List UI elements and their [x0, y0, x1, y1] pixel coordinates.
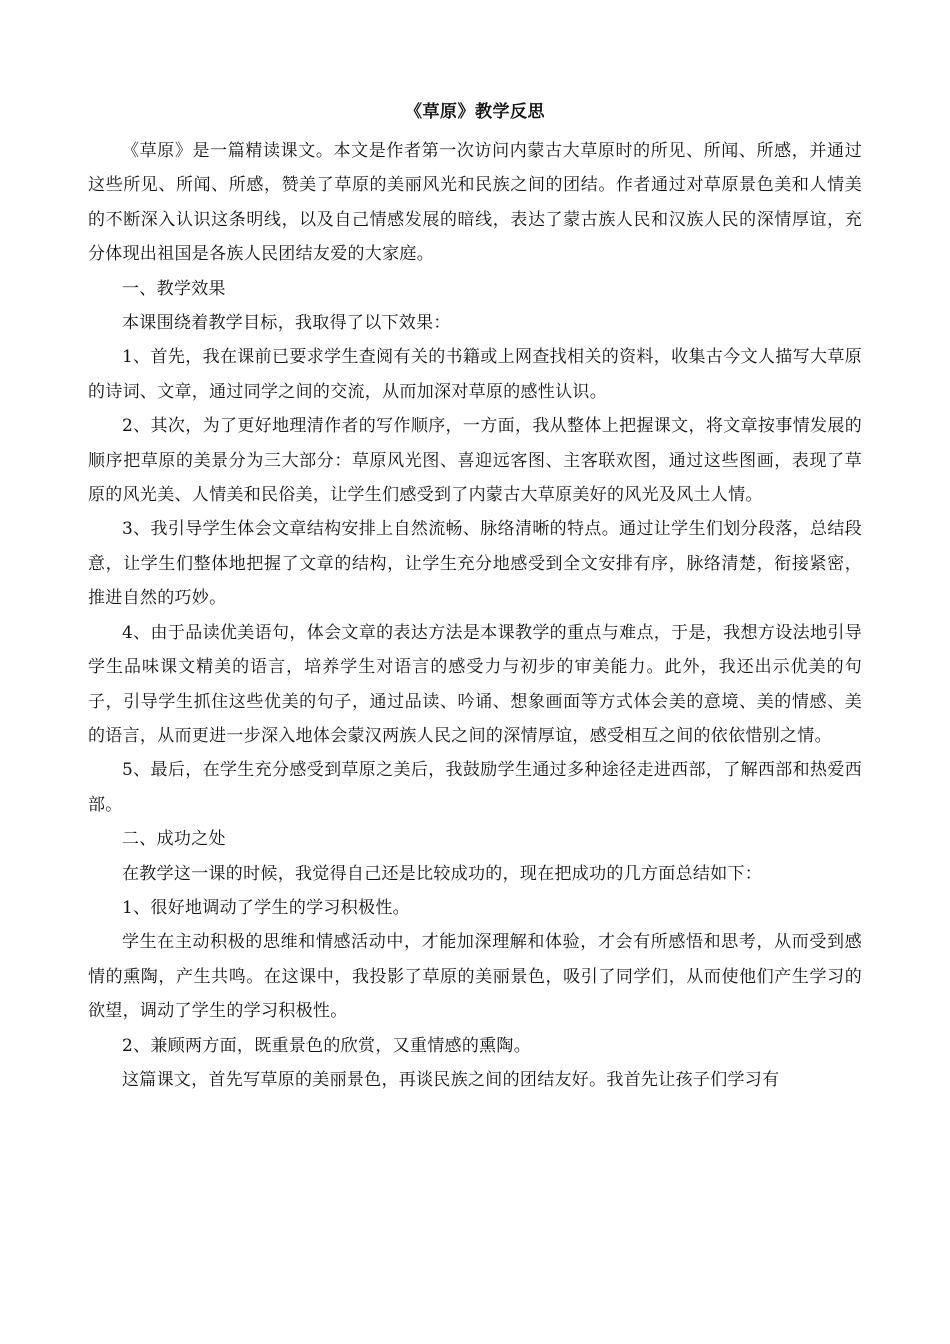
- list-item: 2、兼顾两方面，既重景色的欣赏，又重情感的熏陶。: [122, 1035, 532, 1056]
- intro-paragraph: 《草原》是一篇精读课文。本文是作者第一次访问内蒙古大草原时的所见、所闻、所感，并通过这些所见、所闻、所感，赞美了草原的美丽风光和民族之间的团结。作者通过对草原景色美和人情美的不断深入认识这条明线，以及自己情感发展的暗线，表达了蒙古族人民和汉族人民的深情厚谊，充分体现出祖国是各族人民团结友爱的大家庭。: [88, 141, 862, 265]
- paragraph: 学生在主动积极的思维和情感活动中，才能加深理解和体验，才会有所感悟和思考，从而受到感情的熏陶，产生共鸣。在这课中，我投影了草原的美丽景色，吸引了同学们，从而使他们产生学习的欲望，调动了学生的学习积极性。: [88, 932, 862, 1022]
- list-item: 4、由于品读优美语句，体会文章的表达方法是本课教学的重点与难点，于是，我想方设法地引导学生品味课文精美的语言，培养学生对语言的感受力与初步的审美能力。此外，我还出示优美的句子，引导学生抓住这些优美的句子，通过品读、吟诵、想象画面等方式体会美的意境、美的情感、美的语言，从而更进一步深入地体会蒙汉两族人民之间的深情厚谊，感受相互之间的依依惜别之情。: [88, 622, 862, 746]
- paragraph: 在教学这一课的时候，我觉得自己还是比较成功的，现在把成功的几方面总结如下：: [122, 863, 763, 884]
- list-item: 1、首先，我在课前已要求学生查阅有关的书籍或上网查找相关的资料，收集古今文人描写大草原的诗词、文章，通过同学之间的交流，从而加深对草原的感性认识。: [88, 347, 862, 402]
- paragraph: 本课围绕着教学目标，我取得了以下效果：: [122, 313, 451, 334]
- list-item: 1、很好地调动了学生的学习积极性。: [122, 897, 410, 918]
- document-title: 《草原》教学反思: [405, 102, 545, 122]
- list-item: 5、最后，在学生充分感受到草原之美后，我鼓励学生通过多种途径走进西部，了解西部和热爱西部。: [88, 760, 862, 815]
- list-item: 3、我引导学生体会文章结构安排上自然流畅、脉络清晰的特点。通过让学生们划分段落，总结段意，让学生们整体地把握了文章的结构，让学生充分地感受到全文安排有序，脉络清楚，衔接紧密，推进自然的巧妙。: [88, 519, 862, 609]
- document-body: [88, 134, 862, 1097]
- list-item: 2、其次，为了更好地理清作者的写作顺序，一方面，我从整体上把握课文，将文章按事情发展的顺序把草原的美景分为三大部分：草原风光图、喜迎远客图、主客联欢图，通过这些图画，表现了草原的风光美、人情美和民俗美，让学生们感受到了内蒙古大草原美好的风光及风土人情。: [88, 416, 862, 506]
- paragraph: 这篇课文，首先写草原的美丽景色，再谈民族之间的团结友好。我首先让孩子们学习有: [122, 1069, 780, 1090]
- section-heading-success: 二、成功之处: [122, 829, 226, 850]
- section-heading-teaching-effect: 一、教学效果: [122, 278, 226, 299]
